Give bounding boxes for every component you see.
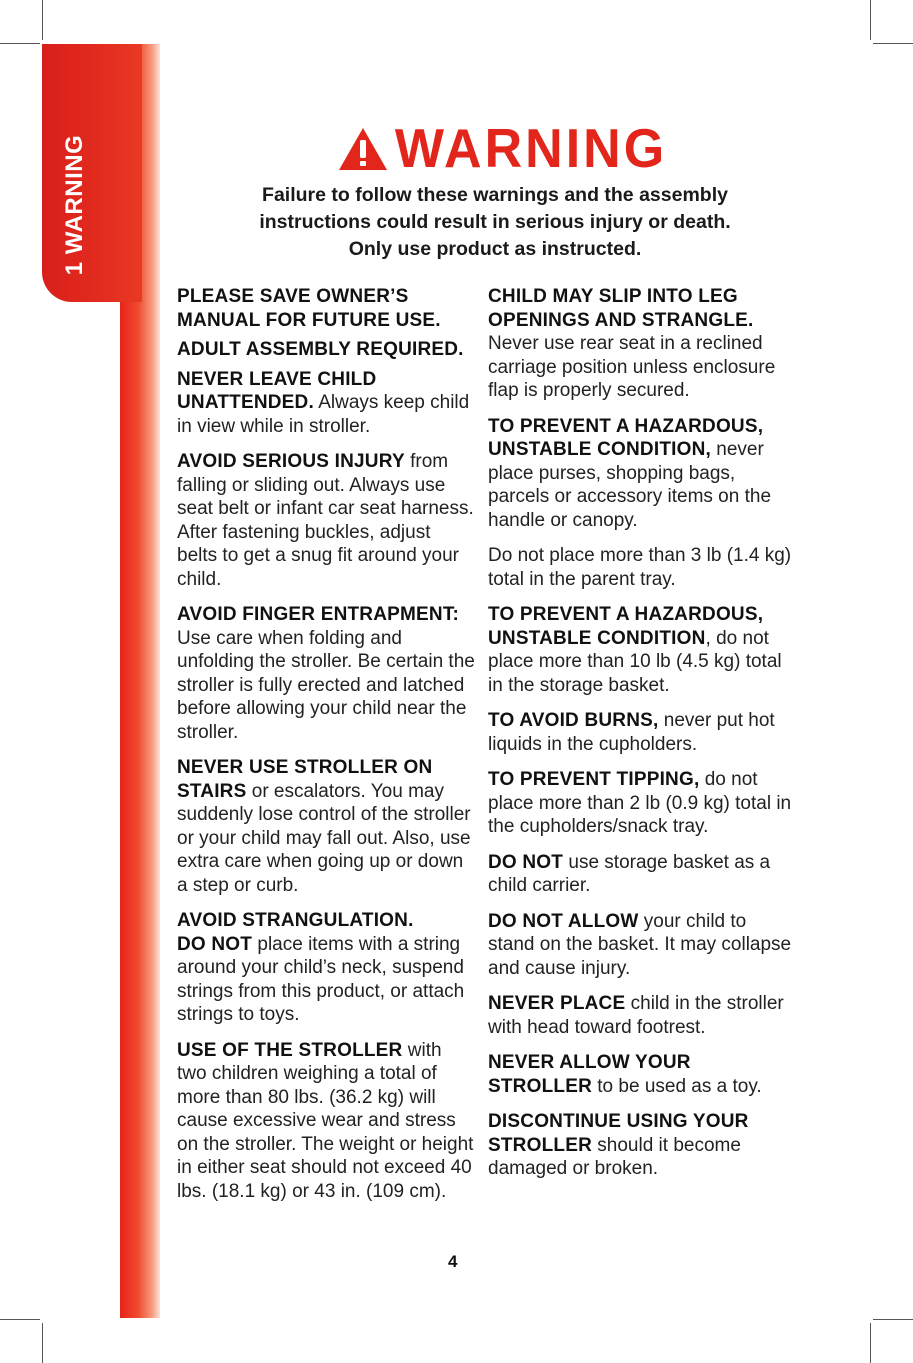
warning-item [177, 756, 475, 897]
warning-item-heading: DO NOT [177, 933, 253, 955]
warning-item [488, 851, 793, 898]
warning-item-heading: TO PREVENT TIPPING, [488, 769, 700, 790]
warning-item-text: your child to stand on the basket. It may collapse and cause injury. [488, 910, 792, 979]
warning-item-heading: CHILD MAY SLIP INTO LEG OPENINGS AND STRANGLE. [488, 286, 754, 331]
warning-item-heading: TO AVOID BURNS, [488, 710, 659, 731]
warning-subtitle [170, 182, 820, 263]
warning-item-text: , do not place more than 10 lb (4.5 kg) total in the storage basket. [488, 627, 782, 696]
warning-title [184, 120, 820, 178]
warning-item-heading: AVOID SERIOUS INJURY [177, 451, 405, 472]
crop-mark [0, 43, 40, 44]
warning-item-heading: NEVER USE STROLLER ON STAIRS [177, 757, 433, 802]
warning-item-text: Use care when folding and unfolding the stroller. Be certain the stroller is fully erected and latched before allowing your child near the stroller. [177, 627, 475, 743]
warning-item-text: Never use rear seat in a reclined carriage position unless enclosure flap is properly secured. [488, 333, 776, 401]
warning-item [488, 709, 793, 756]
warning-item-heading: DO NOT [488, 851, 564, 873]
warning-item-heading: NEVER LEAVE CHILD UNATTENDED. [177, 368, 377, 413]
page-number: 4 [448, 1252, 458, 1271]
warning-item [488, 544, 793, 591]
crop-mark [873, 1319, 913, 1320]
warning-word: WARNING [394, 118, 668, 180]
warning-subtitle-line: Only use product as instructed. [348, 238, 642, 260]
warning-item-heading: PLEASE SAVE OWNER’S MANUAL FOR FUTURE USE. [177, 286, 441, 331]
crop-mark [873, 43, 913, 44]
warning-item-text: with two children weighing a total of more than 80 lbs. (36.2 kg) will cause excessive wear and stress on the stroller. The weight or height in either seat should not exceed 40 lbs. (18.1 kg) or 43 in. (109 cm). [177, 1039, 474, 1202]
warning-item [488, 1051, 793, 1098]
warning-item [488, 603, 793, 697]
warning-item-heading: DO NOT ALLOW [488, 910, 639, 932]
warning-item-heading: USE OF THE STROLLER [177, 1039, 403, 1061]
crop-mark [870, 0, 871, 40]
crop-mark [870, 1323, 871, 1363]
warning-item-heading: AVOID STRANGULATION. [177, 910, 414, 931]
warning-item-text: use storage basket as a child carrier. [488, 851, 771, 896]
warning-item-heading: TO PREVENT A HAZARDOUS, UNSTABLE CONDITION, [488, 415, 764, 460]
warning-item [488, 415, 793, 533]
warning-item-heading: TO PREVENT A HAZARDOUS, UNSTABLE CONDITION [488, 604, 764, 649]
section-tab-label: 1 WARNING [61, 134, 88, 276]
warning-item-text: never place purses, shopping bags, parcels or accessory items on the handle or canopy. [488, 439, 772, 531]
warning-item-heading: DISCONTINUE USING YOUR STROLLER [488, 1111, 749, 1156]
crop-mark [42, 1323, 43, 1363]
warning-item [177, 603, 475, 744]
warning-item-heading: NEVER ALLOW YOUR STROLLER [488, 1052, 691, 1097]
warning-item-text: do not place more than 2 lb (0.9 kg) total in the cupholders/snack tray. [488, 769, 792, 837]
warning-subtitle-line: Failure to follow these warnings and the assembly [262, 184, 728, 206]
warning-item-text: child in the stroller with head toward footrest. [488, 993, 784, 1038]
warning-item-text: Always keep child in view while in stroller. [177, 392, 470, 437]
warning-item [488, 768, 793, 839]
warning-item-text: Do not place more than 3 lb (1.4 kg) total in the parent tray. [488, 545, 792, 590]
warning-subtitle-line: instructions could result in serious injury or death. [259, 211, 731, 233]
section-tab [42, 44, 142, 302]
warning-item [488, 992, 793, 1039]
warning-item [177, 1039, 475, 1204]
warning-triangle-icon [337, 126, 389, 172]
warning-item [177, 285, 475, 332]
warning-header [170, 120, 820, 263]
warning-item-text: should it become damaged or broken. [488, 1134, 741, 1179]
warning-item-text: from falling or sliding out. Always use seat belt or infant car seat harness. After fastening buckles, adjust belts to get a snug fit around your child. [177, 451, 474, 590]
warning-item-heading: NEVER PLACE [488, 993, 626, 1014]
warning-item [488, 910, 793, 981]
crop-mark [42, 0, 43, 40]
warning-item [177, 909, 475, 1027]
crop-mark [0, 1319, 40, 1320]
right-column [488, 285, 793, 1193]
warning-item-heading: ADULT ASSEMBLY REQUIRED. [177, 339, 464, 360]
warning-item [488, 1110, 793, 1181]
left-column [177, 285, 475, 1215]
warning-item-text: place items with a string around your child’s neck, suspend strings from this product, or attach strings to toys. [177, 933, 465, 1025]
warning-item [177, 368, 475, 439]
warning-item-heading: AVOID FINGER ENTRAPMENT: [177, 604, 460, 625]
warning-item [488, 285, 793, 403]
warning-item [177, 338, 475, 362]
warning-item-text: never put hot liquids in the cupholders. [488, 710, 775, 755]
warning-item-text: or escalators. You may suddenly lose control of the stroller or your child may fall out. Also, use extra care when going up or down a step or curb. [177, 780, 471, 896]
warning-item-text: to be used as a toy. [592, 1075, 762, 1097]
warning-item [177, 450, 475, 591]
